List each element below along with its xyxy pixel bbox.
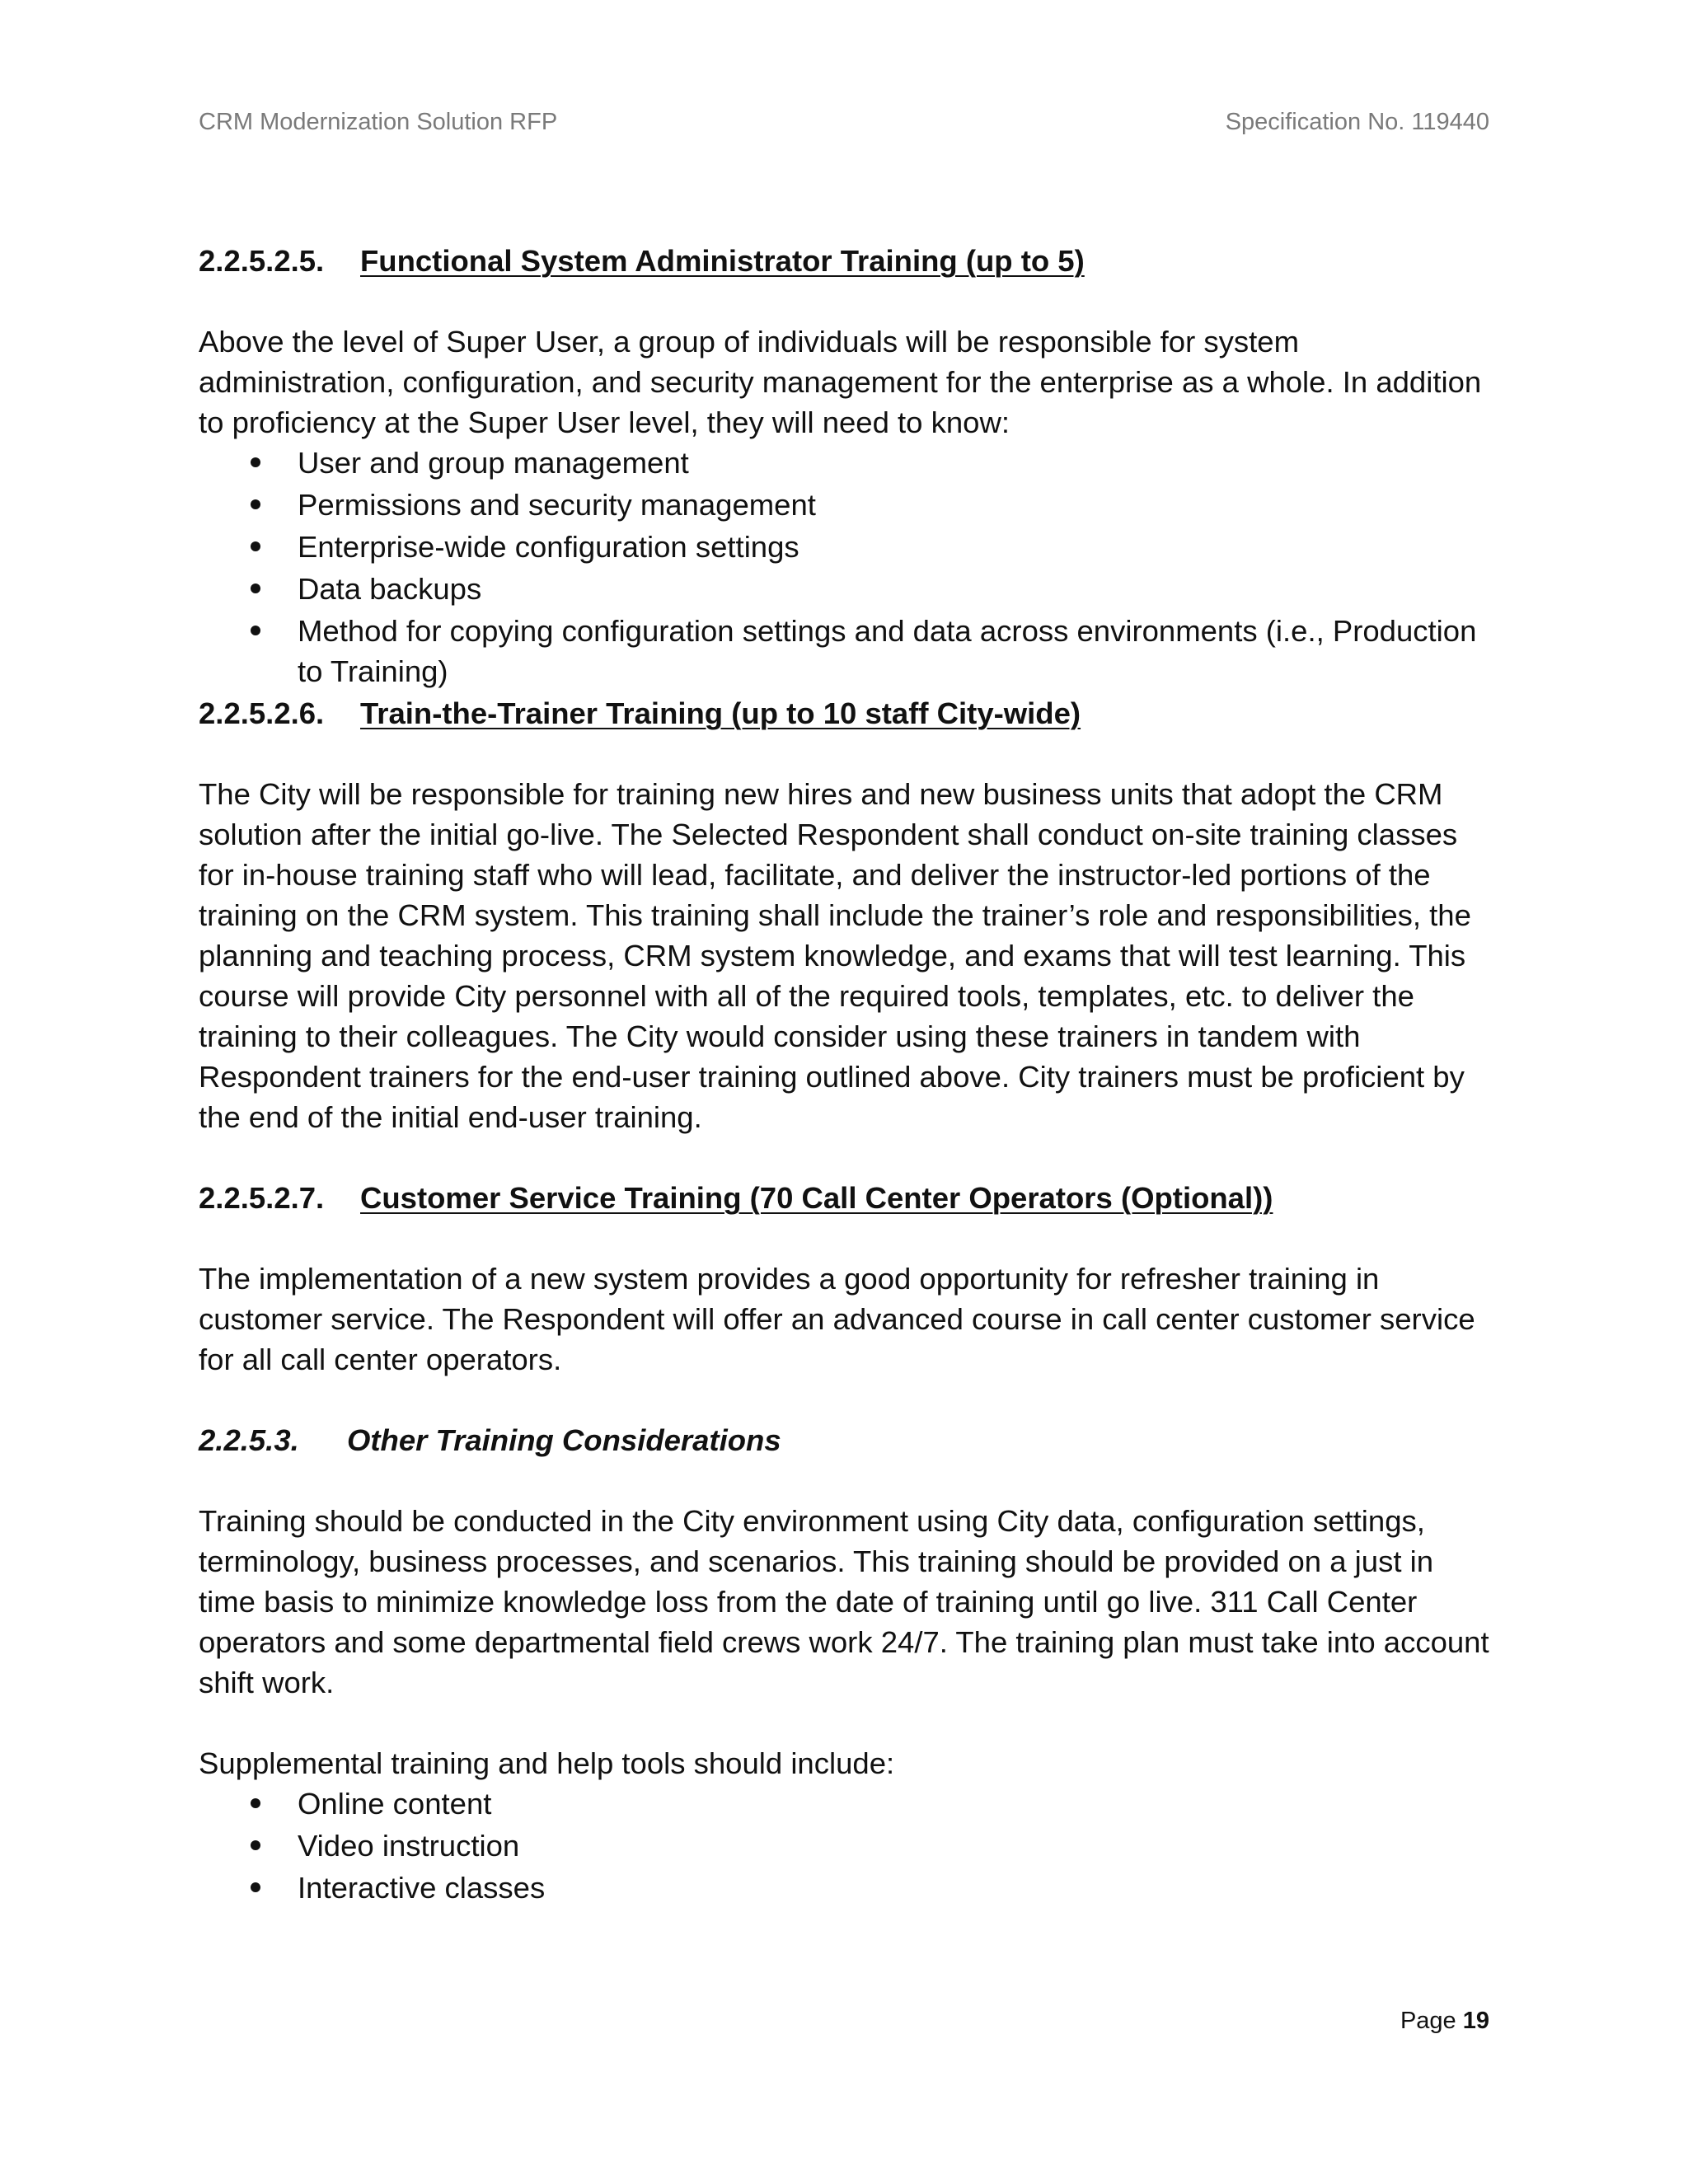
section-number: 2.2.5.2.7. (199, 1181, 325, 1215)
header-specification-number: Specification No. 119440 (1225, 109, 1489, 135)
bullet-icon (251, 583, 260, 593)
list-item (298, 485, 1489, 525)
page-number: 19 (1462, 2008, 1489, 2034)
list-item (298, 569, 1489, 609)
section-number: 2.2.5.2.5. (199, 244, 325, 278)
list-item (298, 611, 1489, 691)
list-item-text: Online content (298, 1787, 492, 1821)
bullet-icon (251, 1798, 260, 1808)
bullet-list-supplemental-tools (199, 1783, 1489, 1908)
section-heading-2-2-5-3 (199, 1420, 1489, 1460)
list-item (298, 1868, 1489, 1908)
bullet-icon (251, 1882, 260, 1892)
document-body (199, 241, 1489, 1910)
section-heading-2-2-5-2-5 (199, 241, 1489, 281)
list-item (298, 527, 1489, 567)
section-heading-2-2-5-2-6 (199, 693, 1489, 733)
list-item-text: User and group management (298, 446, 689, 480)
list-item (298, 443, 1489, 483)
bullet-icon (251, 457, 260, 467)
section-title: Other Training Considerations (347, 1423, 781, 1457)
section-number: 2.2.5.3. (199, 1423, 299, 1457)
section-paragraph: Above the level of Super User, a group of individuals will be responsible for system administration, configuration, and security management for the enterprise as a whole. In addition to proficiency at the Super User level, they will need to know: (199, 325, 1482, 439)
list-item-text: Permissions and security management (298, 488, 816, 522)
section-paragraph: The implementation of a new system provides a good opportunity for refresher training in customer service. The Respondent will offer an advanced course in call center customer service for all call center operators. (199, 1262, 1475, 1376)
list-item (298, 1783, 1489, 1824)
section-paragraph: The City will be responsible for training new hires and new business units that adopt the CRM solution after the initial go-live. The Selected Respondent shall conduct on-site training classes for in-house training staff who will lead, facilitate, and deliver the instructor-led portions of the training on the CRM system. This training shall include the trainer’s role and responsibilities, the planning and teaching process, CRM system knowledge, and exams that will test learning. This course will provide City personnel with all of the required tools, templates, etc. to deliver the training to their colleagues. The City would consider using these trainers in tandem with Respondent trainers for the end-user training outlined above. City trainers must be proficient by the end of the initial end-user training. (199, 777, 1471, 1134)
page-footer (1400, 2008, 1489, 2035)
bullet-icon (251, 541, 260, 551)
bullet-icon (251, 626, 260, 635)
section-number: 2.2.5.2.6. (199, 696, 325, 730)
list-item-text: Video instruction (298, 1829, 520, 1863)
list-item-text: Method for copying configuration settings and data across environments (i.e., Production to Training) (298, 614, 1477, 688)
bullet-icon (251, 1840, 260, 1850)
section-heading-2-2-5-2-7 (199, 1178, 1489, 1218)
bullet-icon (251, 499, 260, 509)
list-item-text: Data backups (298, 572, 482, 606)
page-label: Page (1400, 2008, 1456, 2034)
running-header (199, 109, 1489, 142)
section-title: Functional System Administrator Training (up to 5) (360, 244, 1085, 278)
bullet-list-admin-skills (199, 443, 1489, 691)
list-item-text: Interactive classes (298, 1871, 546, 1905)
list-item (298, 1825, 1489, 1866)
section-title: Train-the-Trainer Training (up to 10 staff City-wide) (360, 696, 1081, 730)
section-paragraph-intro: Supplemental training and help tools should include: (199, 1746, 895, 1780)
list-item-text: Enterprise-wide configuration settings (298, 530, 799, 564)
section-paragraph: Training should be conducted in the City environment using City data, configuration settings, terminology, business processes, and scenarios. This training should be provided on a just in time basis to minimize knowledge loss from the date of training until go live. 311 Call Center operators and some departmental field crews work 24/7. The training plan must take into account shift work. (199, 1504, 1489, 1699)
section-title: Customer Service Training (70 Call Center Operators (Optional)) (360, 1181, 1273, 1215)
header-document-title: CRM Modernization Solution RFP (199, 109, 558, 135)
